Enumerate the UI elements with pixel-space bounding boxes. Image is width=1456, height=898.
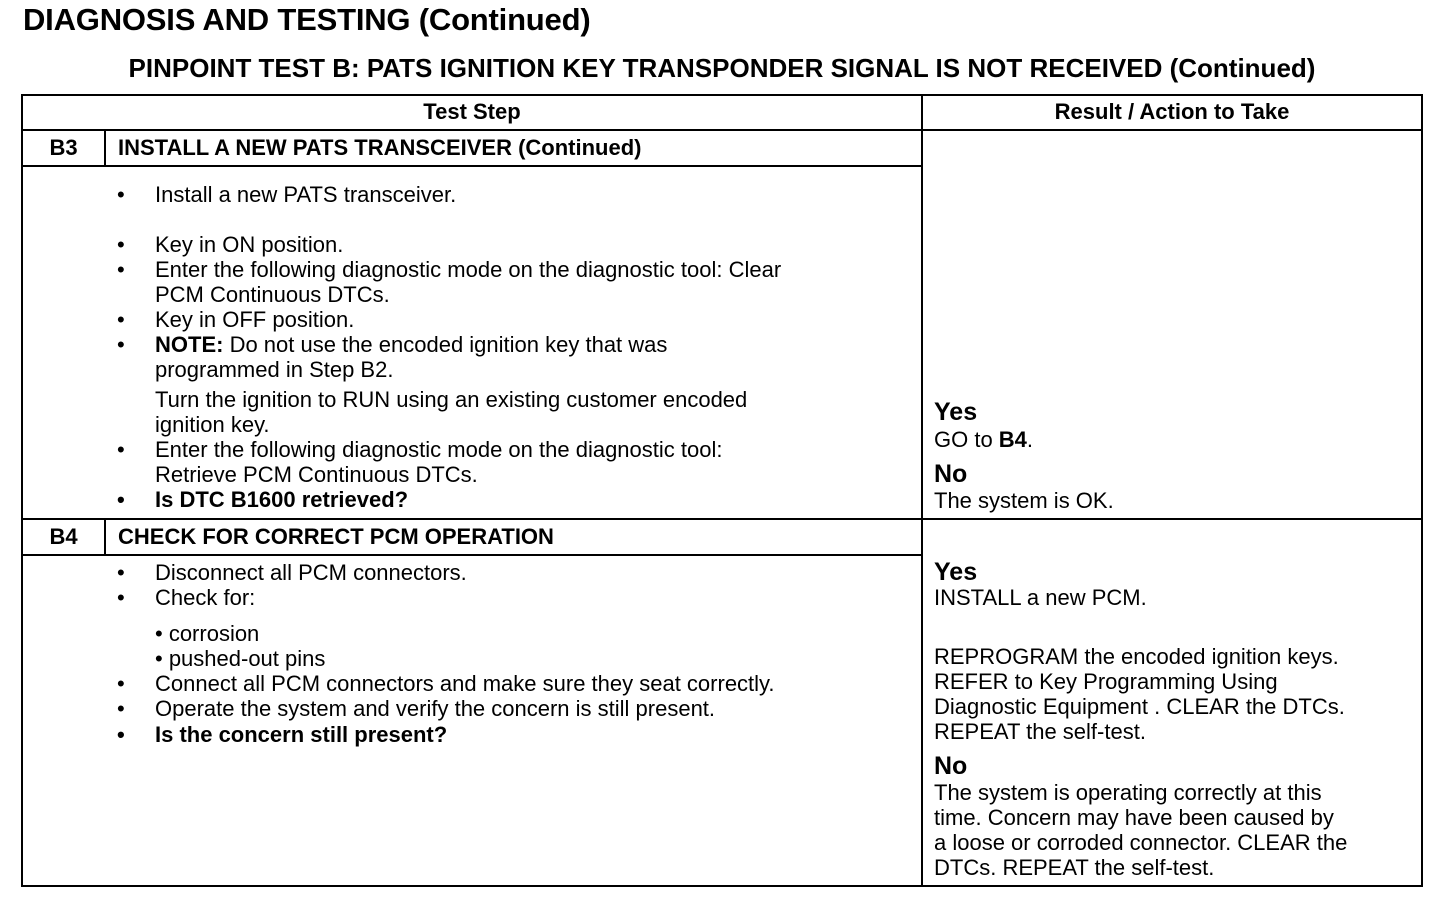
b3-no-label: No <box>934 460 968 488</box>
note-text: Do not use the encoded ignition key that was <box>223 332 668 357</box>
b3-bullet: • <box>117 437 125 462</box>
b3-title-rule <box>21 165 922 167</box>
b4-no-label: No <box>934 752 968 780</box>
b3-step-text: Enter the following diagnostic mode on the diagnostic tool: <box>155 437 723 462</box>
b3-step-text: Turn the ignition to RUN using an existing customer encoded <box>155 387 748 412</box>
page-title: DIAGNOSIS AND TESTING (Continued) <box>23 2 591 37</box>
b3-step-text: Install a new PATS transceiver. <box>155 182 457 207</box>
b4-step-text: Operate the system and verify the concern is still present. <box>155 696 716 721</box>
b4-yes-action: REPROGRAM the encoded ignition keys. <box>934 644 1339 669</box>
b4-question: Is the concern still present? <box>155 722 448 747</box>
header-rule <box>21 129 1423 131</box>
header-result-action: Result / Action to Take <box>1054 99 1290 124</box>
b3-step-id: B3 <box>49 135 78 160</box>
b3-no-action: The system is OK. <box>934 488 1114 513</box>
b4-no-action: a loose or corroded connector. CLEAR the <box>934 830 1348 855</box>
b3-yes-action <box>934 427 1033 452</box>
b3-id-divider <box>104 129 106 167</box>
b3-step-text: programmed in Step B2. <box>155 357 394 382</box>
b3-bullet: • <box>117 257 125 282</box>
b3-bullet: • <box>117 332 125 357</box>
b3-step-text: Retrieve PCM Continuous DTCs. <box>155 462 478 487</box>
b4-step-id: B4 <box>49 524 78 549</box>
b3-bullet: • <box>117 182 125 207</box>
b3-bullet: • <box>117 487 125 512</box>
b3-bullet: • <box>117 307 125 332</box>
b4-bullet: • <box>117 722 125 747</box>
b3-note <box>155 332 667 357</box>
b4-no-action: The system is operating correctly at this <box>934 780 1322 805</box>
b3-step-text: ignition key. <box>155 412 270 437</box>
pinpoint-test-title: PINPOINT TEST B: PATS IGNITION KEY TRANSPONDER SIGNAL IS NOT RECEIVED (Continued) <box>128 53 1316 83</box>
b4-id-divider <box>104 518 106 556</box>
b3-question: Is DTC B1600 retrieved? <box>155 487 409 512</box>
b4-sub-item: • corrosion <box>155 621 260 646</box>
b3-step-text: PCM Continuous DTCs. <box>155 282 390 307</box>
b4-yes-action: REPEAT the self-test. <box>934 719 1146 744</box>
b4-no-action: DTCs. REPEAT the self-test. <box>934 855 1215 880</box>
b3-step-text: Key in ON position. <box>155 232 344 257</box>
step-separator <box>21 518 1423 520</box>
b4-title-rule <box>21 554 922 556</box>
b4-yes-action: REFER to Key Programming Using <box>934 669 1278 694</box>
b3-step-title: INSTALL A NEW PATS TRANSCEIVER (Continued) <box>118 135 642 160</box>
b3-yes-suffix: . <box>1026 427 1034 452</box>
b4-bullet: • <box>117 671 125 696</box>
b4-yes-action: INSTALL a new PCM. <box>934 585 1147 610</box>
b3-yes-step-ref: B4 <box>998 427 1027 452</box>
b4-step-title: CHECK FOR CORRECT PCM OPERATION <box>118 524 554 549</box>
b4-yes-label: Yes <box>934 558 978 586</box>
b3-bullet: • <box>117 232 125 257</box>
b4-no-action: time. Concern may have been caused by <box>934 805 1334 830</box>
b3-yes-prefix: GO to <box>934 427 999 452</box>
b4-bullet: • <box>117 560 125 585</box>
b4-yes-action: Diagnostic Equipment . CLEAR the DTCs. <box>934 694 1345 719</box>
b3-yes-label: Yes <box>934 398 978 426</box>
b4-step-text: Connect all PCM connectors and make sure they seat correctly. <box>155 671 775 696</box>
b4-step-text: Disconnect all PCM connectors. <box>155 560 467 585</box>
b4-sub-item: • pushed-out pins <box>155 646 326 671</box>
b4-bullet: • <box>117 696 125 721</box>
b4-step-text: Check for: <box>155 585 256 610</box>
column-divider <box>921 94 923 887</box>
header-test-step: Test Step <box>423 99 521 124</box>
b3-step-text: Key in OFF position. <box>155 307 355 332</box>
note-label: NOTE: <box>155 332 224 357</box>
b3-step-text: Enter the following diagnostic mode on the diagnostic tool: Clear <box>155 257 782 282</box>
b4-bullet: • <box>117 585 125 610</box>
